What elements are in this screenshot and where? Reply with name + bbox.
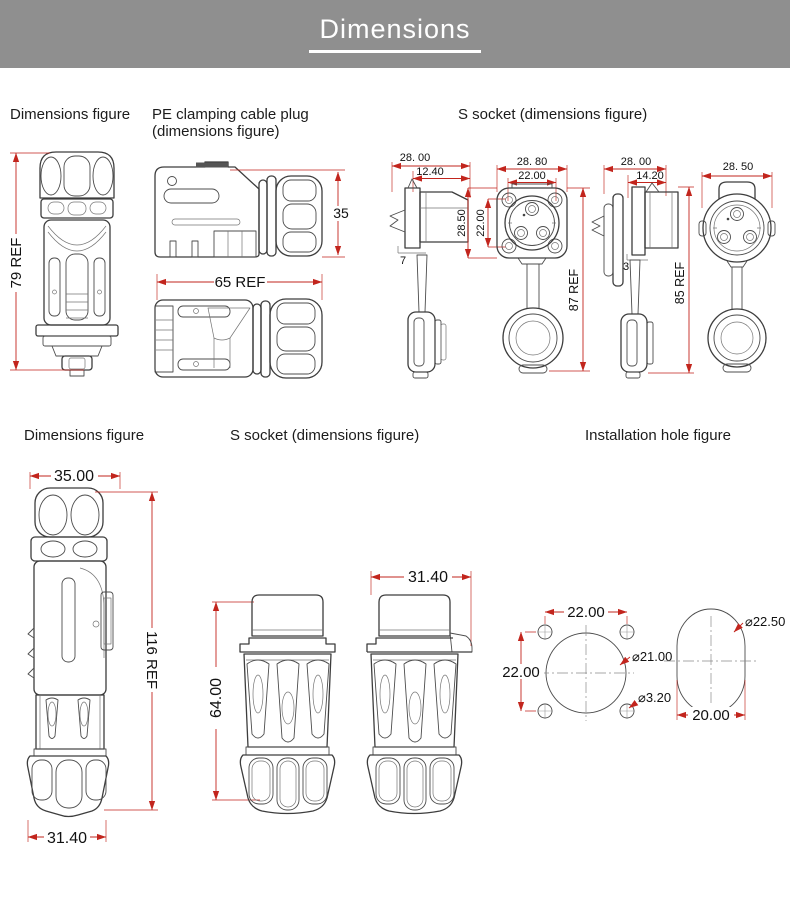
caption-s-socket-mid: S socket (dimensions figure): [230, 427, 420, 444]
dim-hole-spacing-h: 22.00: [567, 604, 605, 621]
dim-plug-width: 35.00: [53, 468, 95, 485]
dim-sv-height: 64.00: [208, 677, 225, 719]
dim-pe-height: 35: [333, 205, 349, 221]
pe-plug-bottom-view: [155, 274, 322, 378]
caption-pe-plug-line1: PE clamping cable plug: [152, 106, 309, 123]
dim-s1-step: 7: [399, 255, 407, 267]
dim-s4-width: 28. 50: [722, 161, 754, 173]
dim-pe-length: 65 REF: [214, 274, 266, 291]
s-socket-vertical-1: [208, 595, 335, 814]
caption-pe-plug-line2: (dimensions figure): [152, 123, 280, 140]
header-banner: [0, 0, 790, 68]
s-socket-vertical-2: [367, 569, 472, 814]
dim-s1-inner: 12.40: [416, 166, 444, 178]
dim-s3-total: 85 REF: [673, 261, 687, 305]
dim-plug-nut: 31.40: [46, 830, 88, 847]
dim-hole-dia: ⌀21.00: [632, 649, 673, 664]
dim-cutout-flat: 20.00: [692, 707, 730, 724]
dim-s3-step: 3: [622, 261, 630, 273]
dim-s1-width: 28. 00: [399, 152, 431, 164]
dim-screw-dia: ⌀3.20: [638, 690, 672, 705]
s-socket-front-square: [456, 156, 590, 373]
dim-s2-height: 28.50: [456, 209, 468, 237]
dim-s2-holes-h: 22.00: [518, 170, 546, 182]
caption-installation-hole: Installation hole figure: [585, 427, 731, 444]
dim-s3-width: 28. 00: [620, 156, 652, 168]
dim-cutout-dia: ⌀22.50: [745, 614, 786, 629]
s-socket-front-round: [699, 161, 775, 372]
page-title: Dimensions: [309, 16, 480, 53]
drawing-canvas: [0, 68, 790, 913]
dim-sv-width: 31.40: [407, 569, 449, 586]
plug-side-figure: [27, 468, 160, 847]
dim-plug-front-height: 79 REF: [8, 237, 25, 289]
caption-dimensions-figure-mid: Dimensions figure: [24, 427, 145, 444]
s-socket-side-view-1: [390, 152, 470, 378]
plug-front-figure: [8, 152, 118, 376]
dim-s2-width: 28. 80: [516, 156, 548, 168]
caption-dimensions-figure-top: Dimensions figure: [10, 106, 131, 123]
s-socket-side-view-2: [592, 156, 694, 378]
dim-s3-inner: 14.20: [636, 170, 664, 182]
dim-hole-spacing-v: 22.00: [502, 664, 540, 681]
dim-plug-height: 116 REF: [143, 630, 160, 690]
caption-s-socket-top: S socket (dimensions figure): [458, 106, 648, 123]
dim-s2-total: 87 REF: [567, 268, 581, 312]
installation-hole-figure: [498, 604, 785, 724]
pe-plug-side-view: [155, 162, 352, 257]
dim-s2-holes-v: 22.00: [475, 209, 487, 237]
